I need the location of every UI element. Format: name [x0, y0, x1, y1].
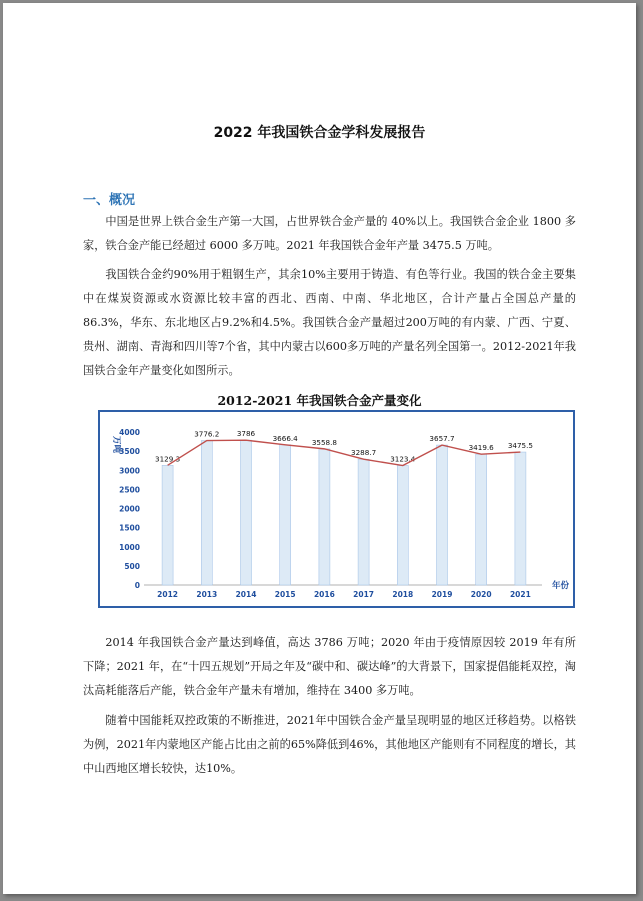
y-tick-label: 3500: [119, 447, 140, 457]
y-tick-label: 1500: [119, 523, 140, 533]
production-chart: [100, 412, 573, 606]
data-label: 3419.6: [468, 443, 494, 453]
chart-frame: [98, 410, 575, 608]
y-tick-label: 2500: [119, 485, 140, 495]
bar-2012: [162, 465, 173, 585]
data-label: 3475.5: [507, 441, 533, 451]
document-title: 2022 年我国铁合金学科发展报告: [213, 125, 426, 141]
y-tick-label: 2000: [119, 504, 140, 514]
x-tick-label: 2017: [353, 590, 375, 599]
data-label: 3288.7: [351, 448, 377, 458]
data-label: 3123.4: [390, 454, 416, 464]
x-tick-label: 2016: [313, 590, 335, 599]
y-axis-label: 万吨: [111, 436, 121, 454]
y-tick-label: 4000: [119, 428, 140, 437]
paragraph-4: 随着中国能耗双控政策的不断推进，2021年中国铁合金产量呈现明显的地区迁移趋势。以格铁为例，2021年内蒙地区产能占比由之前的65%降低到46%，其他地区产能则有不同程度的增长，其中山西地区增长较快，达10%。: [83, 714, 576, 775]
bar-2019: [437, 445, 448, 585]
chart-title: 2012-2021 年我国铁合金产量变化: [217, 393, 422, 408]
bar-2018: [397, 466, 408, 585]
x-tick-label: 2020: [470, 590, 492, 599]
document-page: [3, 3, 636, 894]
paragraph-1: 中国是世界上铁合金生产第一大国，占世界铁合金产量的 40%以上。我国铁合金企业 1800 多家，铁合金产能已经超过 6000 多万吨。2021 年我国铁合金年产量 3475.5 万吨。: [83, 215, 576, 252]
bar-2013: [201, 441, 212, 585]
data-label: 3786: [236, 429, 256, 439]
data-label: 3657.7: [429, 434, 455, 444]
data-label: 3666.4: [272, 433, 298, 443]
x-tick-label: 2015: [274, 590, 296, 599]
x-tick-label: 2013: [196, 590, 218, 599]
bar-2021: [515, 452, 526, 585]
bar-2017: [358, 459, 369, 585]
x-tick-label: 2014: [235, 590, 257, 599]
bar-2014: [241, 440, 252, 585]
y-tick-label: 1000: [119, 542, 140, 552]
x-tick-label: 2021: [509, 590, 531, 599]
paragraph-3: 2014 年我国铁合金产量达到峰值，高达 3786 万吨；2020 年由于疫情原因较 2019 年有所下降；2021 年，在“十四五规划”开局之年及“碳中和、碳达峰”的大背景下，国家提倡能耗双控，淘汰高耗能落后产能，铁合金年产量未有增加，维持在 3400 多万吨。: [83, 636, 576, 697]
y-tick-label: 0: [134, 581, 140, 590]
y-tick-label: 500: [124, 561, 140, 571]
bar-2016: [319, 449, 330, 585]
data-label: 3558.8: [311, 437, 337, 447]
section-heading: 一、概况: [83, 193, 136, 208]
x-tick-label: 2012: [157, 590, 179, 599]
bar-2020: [476, 454, 487, 585]
y-tick-label: 3000: [119, 466, 140, 476]
paragraph-2: 我国铁合金约90%用于粗钢生产，其余10%主要用于铸造、有色等行业。我国的铁合金主要集中在煤炭资源或水资源比较丰富的西北、西南、中南、华北地区，合计产量占全国总产量的86.3%，华东、东北地区占9.2%和4.5%。我国铁合金产量超过200万吨的有内蒙、广西、宁夏、贵州、湖南、青海和四川等7个省，其中内蒙古以600多万吨的产量名列全国第一。2012-2021年我国铁合金年产量变化如图所示。: [83, 268, 576, 377]
data-label: 3776.2: [194, 429, 220, 439]
data-label: 3129.3: [155, 454, 181, 464]
x-tick-label: 2019: [431, 590, 453, 599]
x-axis-label: 年份: [552, 581, 570, 591]
bar-2015: [280, 445, 291, 585]
x-tick-label: 2018: [392, 590, 414, 599]
